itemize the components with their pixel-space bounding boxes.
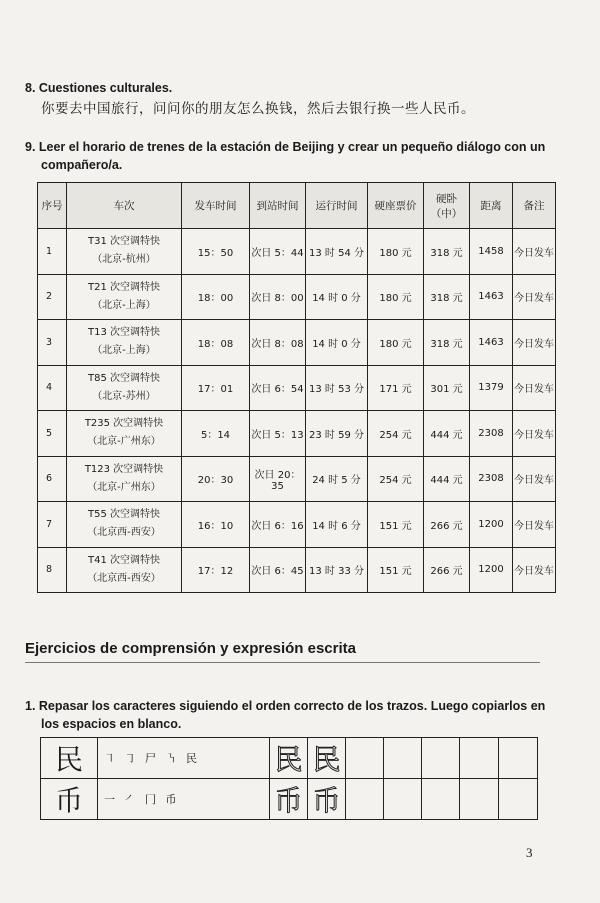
model-character: 币 [41, 779, 98, 820]
cell-departure: 18：00 [182, 274, 250, 320]
cell-note: 今日发车 [513, 229, 556, 275]
cell-hard-seat: 171 元 [368, 365, 424, 411]
cell-no: 1 [38, 229, 67, 275]
cell-distance: 1200 [470, 502, 513, 548]
cell-train [67, 274, 182, 320]
cell-train [67, 456, 182, 502]
cell-duration: 13 时 53 分 [306, 365, 368, 411]
cell-hard-sleeper: 266 元 [424, 547, 470, 593]
cell-arrival: 次日 6：45 [250, 547, 306, 593]
cell-arrival: 次日 20：35 [250, 456, 306, 502]
trace-character: 民 [308, 738, 346, 779]
stroke-order: 一 ㇒ 冂 币 [98, 779, 270, 820]
cell-departure: 20：30 [182, 456, 250, 502]
page-number: 3 [526, 845, 533, 860]
cell-departure: 5：14 [182, 411, 250, 457]
train-route: （北京-上海） [92, 345, 156, 357]
cell-duration: 14 时 0 分 [306, 320, 368, 366]
table-row [38, 365, 556, 411]
trace-character: 币 [270, 779, 308, 820]
cell-note: 今日发车 [513, 411, 556, 457]
blank-practice-cell[interactable] [460, 779, 499, 820]
trace-character: 民 [270, 738, 308, 779]
cell-distance: 1200 [470, 547, 513, 593]
question-1-title-line1: 1. Repasar los caracteres siguiendo el orden correcto de los trazos. Luego copiarlos en [25, 699, 546, 713]
cell-no: 4 [38, 365, 67, 411]
cell-note: 今日发车 [513, 274, 556, 320]
cell-duration: 23 时 59 分 [306, 411, 368, 457]
cell-distance: 1463 [470, 320, 513, 366]
cell-no: 2 [38, 274, 67, 320]
cell-distance: 1463 [470, 274, 513, 320]
header-departure: 发车时间 [182, 183, 250, 229]
trace-character: 币 [308, 779, 346, 820]
blank-practice-cell[interactable] [422, 738, 460, 779]
blank-practice-cell[interactable] [346, 738, 384, 779]
practice-row [41, 779, 538, 820]
cell-duration: 13 时 54 分 [306, 229, 368, 275]
train-name: T55 次空调特快 [87, 509, 160, 521]
cell-hard-sleeper: 444 元 [424, 411, 470, 457]
cell-note: 今日发车 [513, 502, 556, 548]
train-route: （北京-杭州） [92, 254, 156, 266]
blank-practice-cell[interactable] [499, 738, 538, 779]
cell-distance: 1458 [470, 229, 513, 275]
train-name: T123 次空调特快 [84, 463, 164, 475]
cell-note: 今日发车 [513, 456, 556, 502]
model-character: 民 [41, 738, 98, 779]
blank-practice-cell[interactable] [460, 738, 499, 779]
cell-arrival: 次日 8：00 [250, 274, 306, 320]
character-practice-grid [40, 737, 538, 820]
cell-distance: 2308 [470, 411, 513, 457]
cell-departure: 16：10 [182, 502, 250, 548]
question-8-text: 你要去中国旅行，问问你的朋友怎么换钱，然后去银行换一些人民币。 [41, 101, 475, 117]
blank-practice-cell[interactable] [384, 738, 422, 779]
cell-arrival: 次日 6：54 [250, 365, 306, 411]
cell-no: 5 [38, 411, 67, 457]
question-8-title: 8. Cuestiones culturales. [25, 81, 173, 95]
cell-departure: 17：01 [182, 365, 250, 411]
train-name: T31 次空调特快 [87, 236, 160, 248]
table-row [38, 274, 556, 320]
cell-hard-seat: 151 元 [368, 547, 424, 593]
cell-distance: 2308 [470, 456, 513, 502]
cell-note: 今日发车 [513, 320, 556, 366]
cell-train [67, 411, 182, 457]
train-name: T41 次空调特快 [87, 554, 160, 566]
question-9-title-line2: compañero/a. [41, 158, 123, 172]
header-hard-seat: 硬座票价 [368, 183, 424, 229]
cell-duration: 24 时 5 分 [306, 456, 368, 502]
cell-hard-seat: 254 元 [368, 411, 424, 457]
table-row [38, 229, 556, 275]
cell-note: 今日发车 [513, 547, 556, 593]
cell-train [67, 320, 182, 366]
cell-train [67, 547, 182, 593]
blank-practice-cell[interactable] [422, 779, 460, 820]
cell-departure: 17：12 [182, 547, 250, 593]
header-no: 序号 [38, 183, 67, 229]
train-route: （北京-广州东） [87, 481, 161, 493]
train-route: （北京西-西安） [87, 572, 161, 584]
header-hard-sleeper: 硬卧（中） [424, 183, 470, 229]
cell-hard-seat: 254 元 [368, 456, 424, 502]
question-1-title-line2: los espacios en blanco. [41, 717, 182, 731]
cell-no: 8 [38, 547, 67, 593]
cell-arrival: 次日 6：16 [250, 502, 306, 548]
train-route: （北京西-西安） [87, 527, 161, 539]
cell-train [67, 365, 182, 411]
table-header-row [38, 183, 556, 229]
cell-train [67, 502, 182, 548]
header-distance: 距离 [470, 183, 513, 229]
table-row [38, 320, 556, 366]
cell-arrival: 次日 5：44 [250, 229, 306, 275]
practice-row [41, 738, 538, 779]
train-name: T85 次空调特快 [87, 372, 160, 384]
train-schedule-table [37, 182, 556, 593]
cell-arrival: 次日 8：08 [250, 320, 306, 366]
cell-hard-sleeper: 444 元 [424, 456, 470, 502]
question-9-title [25, 138, 580, 174]
cell-train [67, 229, 182, 275]
train-route: （北京-苏州） [92, 390, 156, 402]
train-route: （北京-上海） [92, 299, 156, 311]
cell-hard-seat: 180 元 [368, 320, 424, 366]
header-arrival: 到站时间 [250, 183, 306, 229]
table-row [38, 456, 556, 502]
train-name: T21 次空调特快 [87, 281, 160, 293]
section-heading: Ejercicios de comprensión y expresión escrita [25, 640, 540, 663]
header-note: 备注 [513, 183, 556, 229]
cell-no: 3 [38, 320, 67, 366]
cell-arrival: 次日 5：13 [250, 411, 306, 457]
header-train: 车次 [67, 183, 182, 229]
cell-duration: 14 时 0 分 [306, 274, 368, 320]
header-duration: 运行时间 [306, 183, 368, 229]
question-1-title [25, 697, 585, 733]
cell-no: 7 [38, 502, 67, 548]
train-name: T13 次空调特快 [87, 327, 160, 339]
table-row [38, 411, 556, 457]
cell-hard-seat: 180 元 [368, 274, 424, 320]
train-name: T235 次空调特快 [84, 418, 164, 430]
cell-duration: 14 时 6 分 [306, 502, 368, 548]
stroke-order: ㇕ ㇆ 尸 ㇎ 民 [98, 738, 270, 779]
blank-practice-cell[interactable] [384, 779, 422, 820]
cell-hard-seat: 151 元 [368, 502, 424, 548]
table-row [38, 547, 556, 593]
cell-hard-sleeper: 266 元 [424, 502, 470, 548]
table-row [38, 502, 556, 548]
train-route: （北京-广州东） [87, 436, 161, 448]
cell-no: 6 [38, 456, 67, 502]
cell-note: 今日发车 [513, 365, 556, 411]
cell-hard-sleeper: 301 元 [424, 365, 470, 411]
blank-practice-cell[interactable] [346, 779, 384, 820]
blank-practice-cell[interactable] [499, 779, 538, 820]
cell-hard-seat: 180 元 [368, 229, 424, 275]
cell-hard-sleeper: 318 元 [424, 274, 470, 320]
cell-distance: 1379 [470, 365, 513, 411]
question-9-title-line1: 9. Leer el horario de trenes de la estación de Beijing y crear un pequeño diálogo con un [25, 140, 546, 154]
cell-departure: 15：50 [182, 229, 250, 275]
cell-duration: 13 时 33 分 [306, 547, 368, 593]
cell-hard-sleeper: 318 元 [424, 320, 470, 366]
cell-departure: 18：08 [182, 320, 250, 366]
cell-hard-sleeper: 318 元 [424, 229, 470, 275]
